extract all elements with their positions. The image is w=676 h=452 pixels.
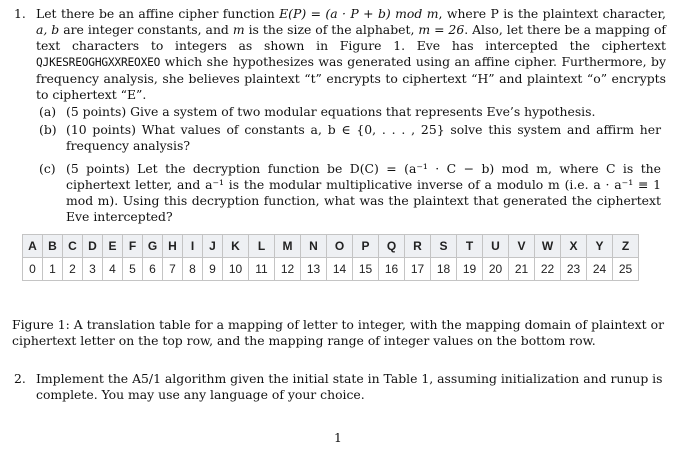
number-cell: 18: [431, 258, 457, 281]
text-run: Let there be an affine cipher function: [36, 6, 280, 21]
number-cell: 2: [63, 258, 83, 281]
alphabet-size: m = 26: [418, 22, 465, 37]
number-cell: 1: [43, 258, 63, 281]
part-c: [39, 161, 661, 225]
letter-cell: T: [457, 235, 483, 258]
letter-cell: U: [483, 235, 509, 258]
letter-cell: M: [275, 235, 301, 258]
number-cell: 24: [587, 258, 613, 281]
problem-1: [14, 6, 666, 103]
part-label: (b): [39, 122, 57, 137]
number-cell: 4: [103, 258, 123, 281]
part-label: (c): [39, 161, 56, 176]
letter-row: [23, 235, 639, 258]
text-run: is the size of the alphabet,: [244, 22, 419, 37]
letter-cell: L: [249, 235, 275, 258]
letter-cell: E: [103, 235, 123, 258]
letter-cell: X: [561, 235, 587, 258]
number-cell: 20: [483, 258, 509, 281]
letter-cell: J: [203, 235, 223, 258]
problem-2: [14, 371, 666, 403]
problem-number: 2.: [14, 371, 26, 386]
letter-integer-table: [22, 234, 639, 281]
letter-cell: D: [83, 235, 103, 258]
part-b: [39, 122, 661, 154]
letter-cell: Y: [587, 235, 613, 258]
number-cell: 13: [301, 258, 327, 281]
letter-cell: P: [353, 235, 379, 258]
letter-cell: B: [43, 235, 63, 258]
problem-1-statement: [36, 6, 666, 103]
number-cell: 14: [327, 258, 353, 281]
part-text: (5 points) Let the decryption function be D(C) = (a⁻¹ · C − b) mod m, where C is the ciphertext letter, and a⁻¹ is the modular multiplicative inverse of a modulo m (i.e. a · a⁻¹ ≡ 1 mod m). Using this decryption function, what was the plaintext that generated the ciphertext Eve intercepted?: [66, 161, 661, 224]
letter-cell: K: [223, 235, 249, 258]
letter-cell: A: [23, 235, 43, 258]
letter-cell: R: [405, 235, 431, 258]
number-cell: 0: [23, 258, 43, 281]
problem-number: 1.: [14, 6, 26, 21]
number-row: [23, 258, 639, 281]
number-cell: 8: [183, 258, 203, 281]
letter-cell: O: [327, 235, 353, 258]
number-cell: 23: [561, 258, 587, 281]
number-cell: 3: [83, 258, 103, 281]
ciphertext: QJKESREOGHGXXREOXEO: [36, 56, 161, 69]
letter-cell: Q: [379, 235, 405, 258]
number-cell: 17: [405, 258, 431, 281]
number-cell: 22: [535, 258, 561, 281]
letter-cell: Z: [613, 235, 639, 258]
number-cell: 9: [203, 258, 223, 281]
variable-m: m: [232, 22, 245, 37]
page-number: 1: [334, 430, 342, 445]
letter-cell: C: [63, 235, 83, 258]
number-cell: 12: [275, 258, 301, 281]
letter-cell: W: [535, 235, 561, 258]
encryption-function: E(P) = (a · P + b) mod m: [279, 6, 439, 21]
number-cell: 10: [223, 258, 249, 281]
letter-cell: S: [431, 235, 457, 258]
part-a: [39, 104, 661, 120]
letter-cell: G: [143, 235, 163, 258]
text-run: which she hypothesizes was generated using an affine cipher. Furthermore, by frequency analysis, she believes plaintext “t” encrypts to ciphertext “H” and plaintext “o” encrypts to ciphertext “E”.: [36, 54, 666, 102]
letter-cell: V: [509, 235, 535, 258]
problem-2-statement: Implement the A5/1 algorithm given the initial state in Table 1, assuming initialization and runup is complete. You may use any language of your choice.: [36, 371, 663, 402]
text-run: are integer constants, and: [59, 22, 233, 37]
letter-cell: H: [163, 235, 183, 258]
part-text: (10 points) What values of constants a, b ∈ {0, . . . , 25} solve this system and affirm her frequency analysis?: [66, 122, 661, 153]
text-run: , where P is the plaintext character,: [438, 6, 666, 21]
part-label: (a): [39, 104, 57, 119]
constants-ab: a, b: [36, 22, 60, 37]
number-cell: 21: [509, 258, 535, 281]
number-cell: 25: [613, 258, 639, 281]
text-run: . Also, let there be a mapping of text characters to integers as shown in Figure 1. Eve has intercepted the ciphertext: [36, 22, 666, 53]
number-cell: 7: [163, 258, 183, 281]
letter-cell: F: [123, 235, 143, 258]
letter-cell: I: [183, 235, 203, 258]
figure-caption: Figure 1: A translation table for a mapping of letter to integer, with the mapping domain of plaintext or ciphertext letter on the top row, and the mapping range of integer values on the bottom row.: [12, 317, 664, 348]
number-cell: 6: [143, 258, 163, 281]
number-cell: 5: [123, 258, 143, 281]
part-text: (5 points) Give a system of two modular equations that represents Eve’s hypothesis.: [66, 104, 596, 119]
letter-cell: N: [301, 235, 327, 258]
number-cell: 16: [379, 258, 405, 281]
number-cell: 15: [353, 258, 379, 281]
number-cell: 11: [249, 258, 275, 281]
number-cell: 19: [457, 258, 483, 281]
